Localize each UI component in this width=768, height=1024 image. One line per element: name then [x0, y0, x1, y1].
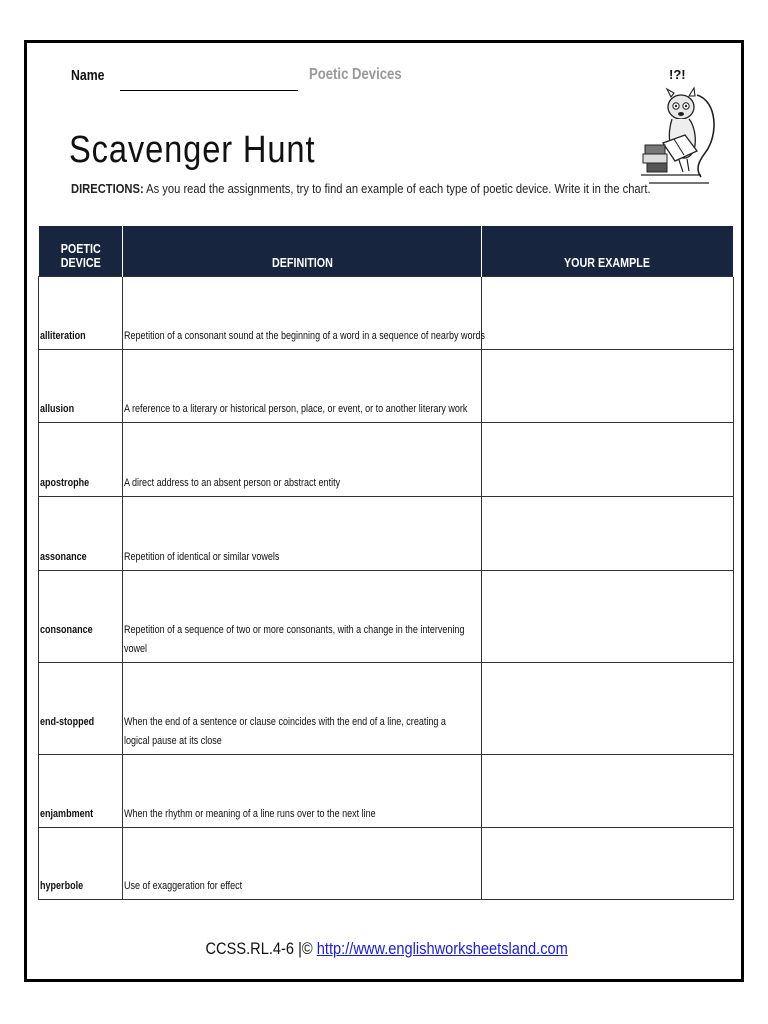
column-header-definition: DEFINITION	[123, 226, 482, 277]
device-definition: Use of exaggeration for effect	[123, 828, 482, 900]
example-cell[interactable]	[482, 497, 734, 571]
table-row	[39, 571, 734, 663]
mascot-exclaim: !?!	[669, 67, 686, 82]
device-definition: Repetition of a sequence of two or more consonants, with a change in the intervening vowel	[123, 571, 482, 663]
device-term: alliteration	[39, 277, 123, 350]
directions-text: As you read the assignments, try to find an example of each type of poetic device. Write it in the chart.	[143, 181, 651, 196]
example-cell[interactable]	[482, 828, 734, 900]
table-row	[39, 423, 734, 497]
device-term: apostrophe	[39, 423, 123, 497]
example-cell[interactable]	[482, 423, 734, 497]
example-cell[interactable]	[482, 755, 734, 828]
example-cell[interactable]	[482, 571, 734, 663]
table-row	[39, 828, 734, 900]
worksheet-frame	[24, 40, 744, 982]
footer-standard: CCSS.RL.4-6 |©	[205, 939, 318, 958]
device-definition: A direct address to an absent person or abstract entity	[123, 423, 482, 497]
device-term: enjambment	[39, 755, 123, 828]
device-definition: When the rhythm or meaning of a line runs over to the next line	[123, 755, 482, 828]
subject-heading: Poetic Devices	[309, 66, 402, 83]
example-cell[interactable]	[482, 277, 734, 350]
table-row	[39, 663, 734, 755]
table-row	[39, 350, 734, 423]
chart-header-row	[39, 226, 734, 277]
device-term: end-stopped	[39, 663, 123, 755]
device-definition: Repetition of a consonant sound at the beginning of a word in a sequence of nearby words	[123, 277, 482, 350]
column-header-device: POETIC DEVICE	[39, 226, 123, 277]
website-link[interactable]: http://www.englishworksheetsland.com	[317, 939, 569, 958]
device-term: allusion	[39, 350, 123, 423]
table-row	[39, 497, 734, 571]
device-definition: Repetition of identical or similar vowels	[123, 497, 482, 571]
footer	[27, 939, 747, 959]
example-cell[interactable]	[482, 663, 734, 755]
device-term: hyperbole	[39, 828, 123, 900]
example-cell[interactable]	[482, 350, 734, 423]
device-term: assonance	[39, 497, 123, 571]
device-definition: A reference to a literary or historical person, place, or event, or to another literary work	[123, 350, 482, 423]
poetic-devices-chart	[38, 226, 734, 900]
table-row	[39, 755, 734, 828]
table-row	[39, 277, 734, 350]
directions-label: DIRECTIONS:	[71, 181, 144, 196]
page-title: Scavenger Hunt	[69, 129, 316, 171]
name-label: Name	[71, 67, 105, 84]
device-term: consonance	[39, 571, 123, 663]
directions	[71, 181, 651, 196]
column-header-example: YOUR EXAMPLE	[482, 226, 734, 277]
name-field-line[interactable]	[120, 90, 298, 91]
squirrel-reading-icon	[639, 65, 719, 195]
device-definition: When the end of a sentence or clause coincides with the end of a line, creating a logical pause at its close	[123, 663, 482, 755]
